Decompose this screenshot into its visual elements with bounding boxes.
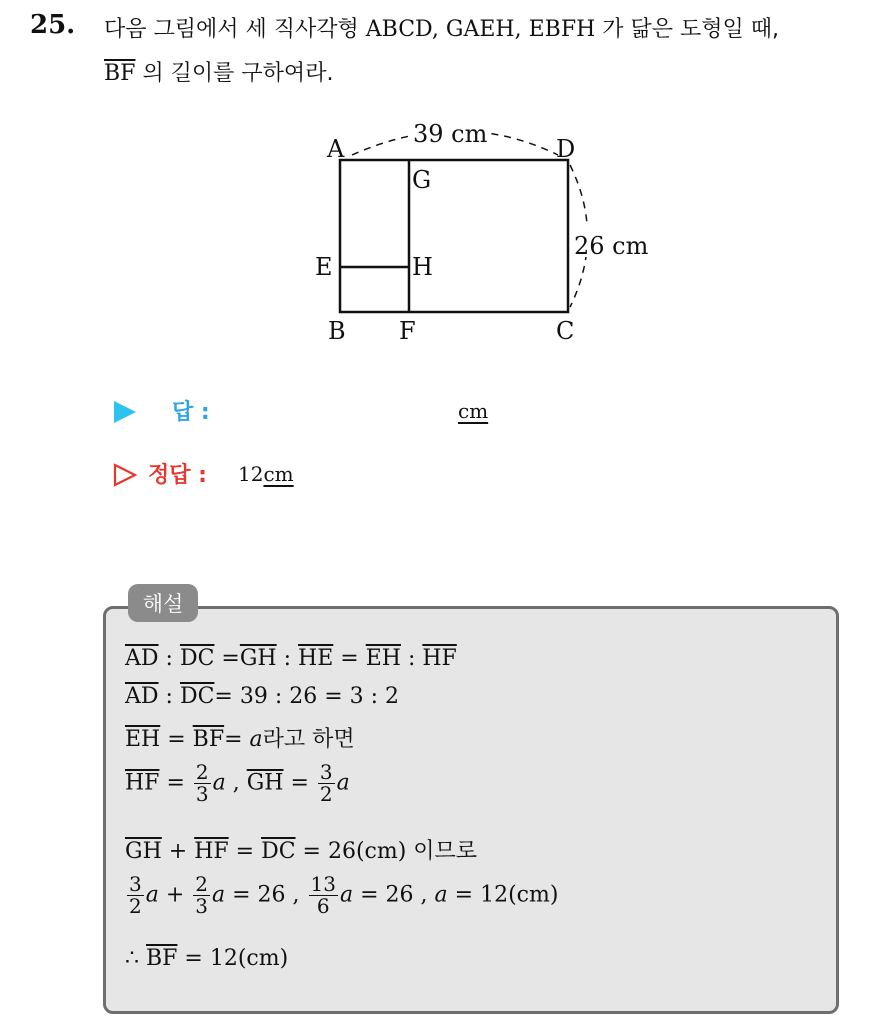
- top-dimension: 39 cm: [413, 120, 488, 148]
- numerator: 3: [129, 872, 142, 896]
- ko-text: 이므로: [406, 839, 478, 864]
- play-arrow-icon: [112, 399, 138, 425]
- therefore-symbol: ∴: [125, 946, 146, 971]
- correct-answer-row: [108, 458, 528, 492]
- eq: =: [224, 727, 250, 752]
- value: = 26(cm): [295, 839, 407, 864]
- var: a: [145, 882, 159, 908]
- question-number: 25.: [30, 10, 76, 40]
- fraction: [318, 762, 335, 805]
- sep: :: [158, 646, 180, 671]
- seg: $\overline{GH}$: [125, 839, 162, 864]
- denominator: 2: [319, 782, 333, 806]
- question-text: 다음 그림에서 세 직사각형: [104, 17, 359, 42]
- seg: $\overline{EH}$: [365, 646, 401, 671]
- seg: $\overline{HF}$: [125, 770, 160, 796]
- label-e: E: [315, 253, 333, 281]
- numerator: 2: [195, 872, 209, 896]
- seg: $\overline{HE}$: [298, 646, 334, 671]
- plus: +: [158, 882, 192, 908]
- rectangle-names: ABCD, GAEH, EBFH: [365, 17, 596, 42]
- label-b: B: [328, 317, 346, 345]
- figure-svg: [300, 115, 680, 355]
- correct-unit: cm: [263, 462, 294, 486]
- explanation-line-6: [125, 874, 558, 917]
- seg: $\overline{BF}$: [146, 946, 178, 971]
- explanation-line-3: [125, 722, 355, 753]
- fraction: [127, 874, 144, 917]
- label-h: H: [412, 253, 433, 281]
- explanation-line-5: [125, 834, 477, 865]
- seg: $\overline{AD}$: [125, 646, 159, 671]
- explanation-line-4: [125, 762, 350, 805]
- seg: $\overline{DC}$: [261, 839, 296, 864]
- seg: $\overline{DC}$: [179, 646, 215, 671]
- explanation-line-7: [125, 946, 288, 971]
- denominator: 3: [195, 782, 209, 806]
- answer-row: [108, 395, 528, 429]
- seg: $\overline{GH}$: [246, 770, 284, 796]
- sep: :: [276, 646, 299, 671]
- plus: +: [161, 839, 195, 864]
- explanation-line-2: [125, 684, 399, 709]
- question-line-2: [104, 56, 333, 87]
- denominator: 3: [195, 894, 209, 918]
- eq: = 26 ,: [225, 882, 307, 908]
- answer-label: 답 :: [172, 400, 210, 425]
- denominator: 6: [316, 894, 330, 918]
- seg: $\overline{EH}$: [125, 727, 161, 752]
- label-a: A: [327, 135, 345, 163]
- seg: $\overline{AD}$: [125, 684, 159, 709]
- rectangle-figure: [300, 115, 680, 355]
- question-line-1: [104, 12, 779, 43]
- var: a: [336, 770, 350, 796]
- numerator: 3: [319, 760, 333, 784]
- eq: =: [333, 646, 366, 671]
- eq: = 12(cm): [447, 882, 559, 908]
- question-text-2: 의 길이를 구하여라.: [142, 61, 334, 86]
- numerator: 2: [195, 760, 209, 784]
- segment-bf: $\overline{BF}$: [104, 61, 136, 86]
- rectangle-abcd: [340, 160, 568, 312]
- correct-number: 12: [238, 462, 264, 486]
- fraction: [194, 762, 211, 805]
- result: = 12(cm): [177, 946, 289, 971]
- correct-answer-value: [238, 462, 294, 486]
- explanation-tag: 해설: [128, 584, 198, 622]
- comma: ,: [225, 770, 247, 796]
- seg: $\overline{BF}$: [192, 727, 225, 752]
- answer-unit: cm: [458, 399, 489, 423]
- explanation-line-1: [125, 646, 457, 671]
- label-c: C: [556, 317, 575, 345]
- eq: =: [283, 770, 316, 796]
- eq: = 26 ,: [353, 882, 435, 908]
- correct-answer-label: 정답 :: [148, 463, 207, 488]
- sep: :: [158, 684, 180, 709]
- fraction: [193, 874, 210, 917]
- seg: $\overline{GH}$: [239, 646, 277, 671]
- label-f: F: [399, 317, 416, 345]
- eq: =: [159, 770, 192, 796]
- sep: :: [400, 646, 423, 671]
- outline-arrow-icon: [112, 462, 138, 488]
- seg: $\overline{HF}$: [422, 646, 457, 671]
- denominator: 2: [129, 894, 142, 918]
- label-d: D: [556, 135, 576, 163]
- var: a: [340, 882, 354, 908]
- ratio: = 39 : 26 = 3 : 2: [214, 684, 400, 709]
- eq: =: [214, 646, 240, 671]
- var: a: [434, 882, 448, 908]
- eq: =: [160, 727, 193, 752]
- ko-text: 라고 하면: [262, 727, 355, 752]
- label-g: G: [412, 166, 432, 194]
- var: a: [212, 882, 226, 908]
- seg: $\overline{HF}$: [194, 839, 229, 864]
- seg: $\overline{DC}$: [179, 684, 215, 709]
- eq: =: [228, 839, 262, 864]
- right-dimension: 26 cm: [574, 232, 649, 260]
- numerator: 13: [310, 872, 336, 896]
- fraction: [309, 874, 338, 917]
- var: a: [212, 770, 226, 796]
- question-text-end: 가 닮은 도형일 때,: [602, 17, 780, 42]
- var: a: [249, 727, 263, 752]
